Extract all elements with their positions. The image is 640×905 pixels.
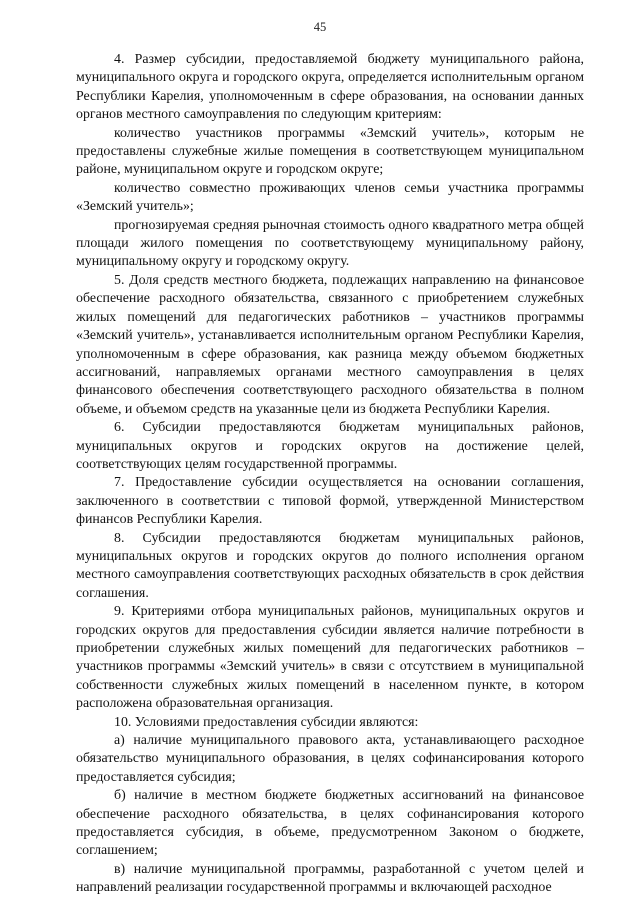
criterion-participants: количество участников программы «Земский учитель», которым не предоставлены служебные жилые помещения в соответствующем муниципальном районе, муниципальном округе и городском округе; (76, 125, 584, 178)
criterion-family-members: количество совместно проживающих членов семьи участника программы «Земский учитель»; (76, 180, 584, 215)
condition-a: а) наличие муниципального правового акта, устанавливающего расходное обязательство муниципального образования, в целях софинансирования которого предоставляется субсидия; (76, 733, 584, 785)
paragraph-5: 5. Доля средств местного бюджета, подлежащих направлению на финансовое обеспечение расходного обязательства, связанного с приобретением служебных жилых помещений для педагогических работников – участников программы «Земский учитель», устанавливается исполнительным органом Республики Карелия, уполномоченным в сфере образования, как разница между объемом бюджетных ассигнований, направляемых органами местного самоуправления в целях финансового обеспечения соответствующего расходного обязательства в полном объеме, и объемом средств на указанные цели из бюджета Республики Карелия. (76, 272, 584, 417)
paragraph-10: 10. Условиями предоставления субсидии являются: (114, 714, 419, 730)
condition-v: в) наличие муниципальной программы, разработанной с учетом целей и направлений реализации государственной программы и включающей расходное (76, 861, 584, 896)
paragraph-8: 8. Субсидии предоставляются бюджетам муниципальных районов, муниципальных округов и городских округов до полного исполнения органом местного самоуправления соответствующих расходных обязательств в срок действия соглашения. (76, 530, 584, 601)
condition-b: б) наличие в местном бюджете бюджетных ассигнований на финансовое обеспечение расходного обязательства, в целях софинансирования которого предоставляется субсидия, в объеме, предусмотренном Законом о бюджете, соглашением; (76, 788, 584, 859)
page-number: 45 (313, 20, 327, 34)
paragraph-7: 7. Предоставление субсидии осуществляется на основании соглашения, заключенного в соответствии с типовой формой, утвержденной Министерством финансов Республики Карелия. (76, 475, 584, 528)
criterion-square-meter-cost: прогнозируемая средняя рыночная стоимость одного квадратного метра общей площади жилого помещения по соответствующему муниципальному району, муниципальному округу и городскому округу. (76, 217, 584, 270)
paragraph-6: 6. Субсидии предоставляются бюджетам муниципальных районов, муниципальных округов и городских округов на достижение целей, соответствующих целям государственной программы. (76, 420, 584, 472)
paragraph-9: 9. Критериями отбора муниципальных районов, муниципальных округов и городских округов для предоставления субсидии является наличие потребности в приобретении служебных жилых помещений для педагогических работников – участников программы «Земский учитель» в связи с отсутствием в муниципальной собственности служебных жилых помещений в населенном пункте, в котором расположена образовательная организация. (76, 604, 584, 712)
document-body (76, 51, 584, 898)
paragraph-4: 4. Размер субсидии, предоставляемой бюджету муниципального района, муниципального округа и городского округа, определяется исполнительным органом Республики Карелия, уполномоченным в сфере образования, на основании данных органов местного самоуправления по следующим критериям: (76, 52, 584, 123)
